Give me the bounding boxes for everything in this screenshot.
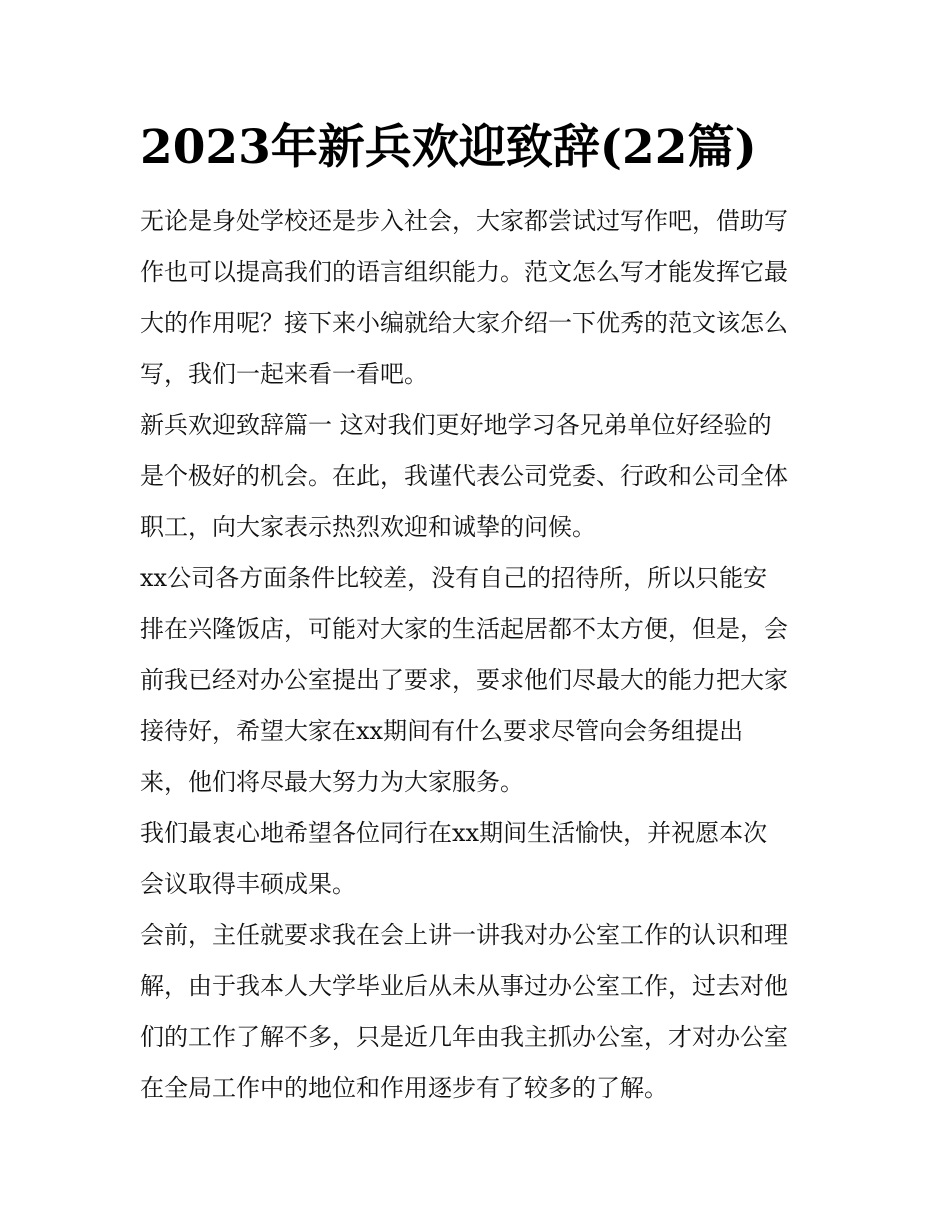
text-line: 前我已经对办公室提出了要求，要求他们尽最大的能力把大家 <box>140 666 788 694</box>
text-line: 会议取得丰硕成果。 <box>140 870 356 898</box>
text-line: 排在兴隆饭店，可能对大家的生活起居都不太方便，但是，会 <box>140 615 788 643</box>
paragraph-accommodation <box>140 553 812 808</box>
document-body <box>140 196 812 1114</box>
text-line: 职工，向大家表示热烈欢迎和诚挚的问候。 <box>140 513 596 541</box>
text-line: 作也可以提高我们的语言组织能力。范文怎么写才能发挥它最 <box>140 258 788 286</box>
paragraph-office-work <box>140 910 812 1114</box>
paragraph-intro <box>140 196 812 400</box>
text-line: 来，他们将尽最大努力为大家服务。 <box>140 768 524 796</box>
paragraph-speech-1 <box>140 400 812 553</box>
text-line: xx公司各方面条件比较差，没有自己的招待所，所以只能安 <box>140 564 768 592</box>
text-line: 会前，主任就要求我在会上讲一讲我对办公室工作的认识和理 <box>140 921 788 949</box>
text-line: 新兵欢迎致辞篇一 这对我们更好地学习各兄弟单位好经验的 <box>140 411 772 439</box>
text-line: 解，由于我本人大学毕业后从未从事过办公室工作，过去对他 <box>140 972 788 1000</box>
text-line: 在全局工作中的地位和作用逐步有了较多的了解。 <box>140 1074 668 1102</box>
document-title: 2023年新兵欢迎致辞(22篇) <box>140 120 757 175</box>
text-line: 们的工作了解不多，只是近几年由我主抓办公室，才对办公室 <box>140 1023 788 1051</box>
text-line: 大的作用呢？接下来小编就给大家介绍一下优秀的范文该怎么 <box>140 309 788 337</box>
text-line: 写，我们一起来看一看吧。 <box>140 360 428 388</box>
text-line: 无论是身处学校还是步入社会，大家都尝试过写作吧，借助写 <box>140 207 788 235</box>
text-line: 是个极好的机会。在此，我谨代表公司党委、行政和公司全体 <box>140 462 788 490</box>
paragraph-wishes <box>140 808 812 910</box>
text-line: 接待好，希望大家在xx期间有什么要求尽管向会务组提出 <box>140 717 744 745</box>
text-line: 我们最衷心地希望各位同行在xx期间生活愉快，并祝愿本次 <box>140 819 768 847</box>
